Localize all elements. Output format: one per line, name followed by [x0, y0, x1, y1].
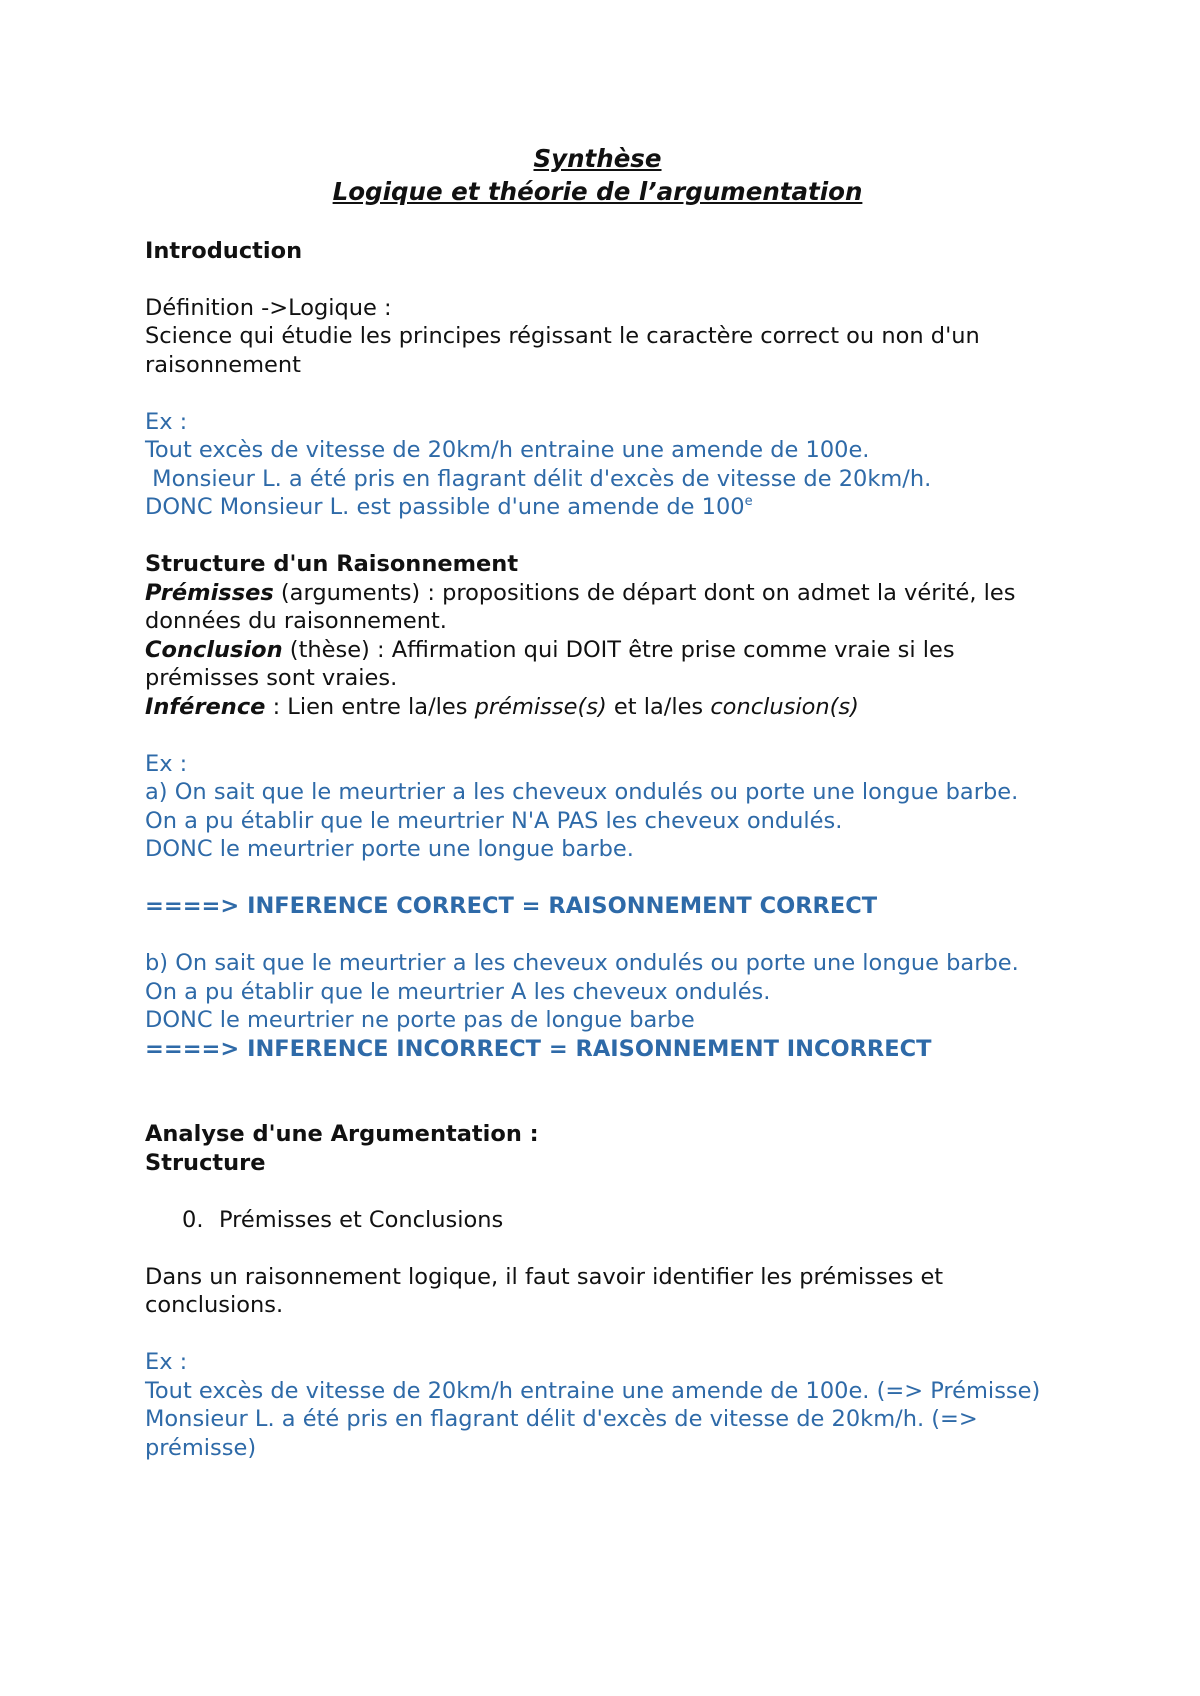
analyse-heading: Analyse d'une Argumentation :	[145, 1121, 539, 1147]
example-line: On a pu établir que le meurtrier A les cheveux ondulés.	[145, 978, 771, 1005]
example-line: Monsieur L. a été pris en flagrant délit d'excès de vitesse de 20km/h.	[145, 465, 932, 492]
intro-heading: Introduction	[145, 237, 303, 264]
example-line: DONC Monsieur L. est passible d'une amende de 100e	[145, 494, 753, 520]
example-label: Ex :	[145, 1349, 188, 1375]
example-2	[145, 750, 1075, 1064]
list-number: 0.	[182, 1206, 204, 1233]
definition-text: Science qui étudie les principes régissant le caractère correct ou non d'un raisonnement	[145, 323, 980, 378]
structure-heading: Structure d'un Raisonnement	[145, 551, 519, 577]
analyse-subheading: Structure	[145, 1149, 266, 1176]
example-1	[145, 408, 1075, 522]
document-body	[145, 142, 1075, 1462]
example-line: Tout excès de vitesse de 20km/h entraine une amende de 100e. (=> Prémisse)	[145, 1377, 1041, 1404]
example-line: b) On sait que le meurtrier a les cheveux ondulés ou porte une longue barbe.	[145, 950, 1019, 976]
doc-title-line1: Synthèse	[533, 144, 662, 173]
example-result: ====> INFERENCE INCORRECT = RAISONNEMENT INCORRECT	[145, 1035, 932, 1062]
list-item: 0. Prémisses et Conclusions	[182, 1206, 504, 1233]
definition-label: Définition ->Logique :	[145, 294, 392, 321]
example-3	[145, 1348, 1075, 1462]
conclusion-definition: Conclusion (thèse) : Affirmation qui DOIT être prise comme vraie si les prémisses sont vraies.	[145, 636, 955, 691]
analyse-paragraph: Dans un raisonnement logique, il faut savoir identifier les prémisses et conclusions.	[145, 1263, 944, 1318]
example-line: On a pu établir que le meurtrier N'A PAS les cheveux ondulés.	[145, 807, 843, 834]
inference-term: Inférence	[145, 693, 266, 720]
example-line: Tout excès de vitesse de 20km/h entraine une amende de 100e.	[145, 437, 870, 463]
premisses-term: Prémisses	[145, 579, 274, 606]
example-line: DONC le meurtrier ne porte pas de longue barbe	[145, 1007, 695, 1033]
example-label: Ex :	[145, 408, 188, 435]
example-label: Ex :	[145, 750, 188, 777]
example-line: a) On sait que le meurtrier a les cheveux ondulés ou porte une longue barbe.	[145, 779, 1019, 805]
example-line: Monsieur L. a été pris en flagrant délit d'excès de vitesse de 20km/h. (=> prémisse)	[145, 1406, 978, 1461]
conclusion-term: Conclusion	[145, 636, 283, 663]
example-line: DONC le meurtrier porte une longue barbe.	[145, 836, 634, 862]
example-result: ====> INFERENCE CORRECT = RAISONNEMENT CORRECT	[145, 893, 878, 919]
premisses-definition: Prémisses (arguments) : propositions de départ dont on admet la vérité, les données du raisonnement.	[145, 579, 1016, 634]
inference-definition: Inférence : Lien entre la/les prémisse(s) et la/les conclusion(s)	[145, 693, 859, 720]
doc-title-line2: Logique et théorie de l’argumentation	[332, 177, 863, 206]
